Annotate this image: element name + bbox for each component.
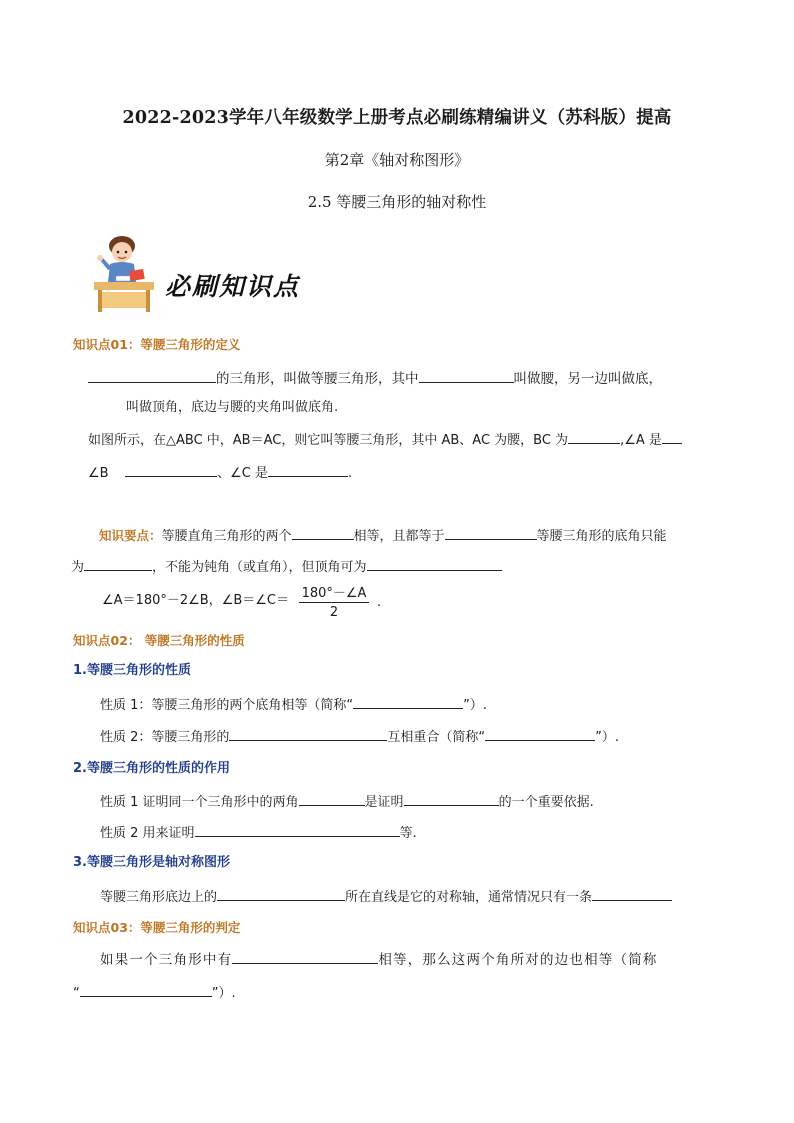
formula-end: . <box>377 595 382 610</box>
blank[interactable] <box>445 525 537 540</box>
tip-line2 <box>71 556 502 578</box>
text: 性质 2：等腰三角形的 <box>100 730 230 745</box>
usage-2 <box>100 822 417 844</box>
kp1-line1 <box>88 368 662 389</box>
blank[interactable] <box>292 525 354 540</box>
property-2 <box>100 726 619 748</box>
blank[interactable] <box>662 429 682 444</box>
text: 如图所示，在△ABC 中，AB＝AC，则它叫等腰三角形，其中 AB、AC 为腰，BC 为 <box>88 433 569 448</box>
text: 是证明 <box>364 795 404 810</box>
text: ”）. <box>463 698 488 713</box>
blank[interactable] <box>217 886 345 901</box>
kp3-line1 <box>100 949 658 970</box>
blank[interactable] <box>299 791 365 806</box>
blank[interactable] <box>88 368 216 383</box>
tip-label: 知识要点： <box>99 528 162 543</box>
text: “ <box>73 986 80 1001</box>
text: 如果一个三角形中有 <box>100 952 233 968</box>
usage-1 <box>100 791 594 813</box>
blank[interactable] <box>419 368 514 383</box>
text: . <box>347 466 353 481</box>
fraction-denominator: 2 <box>329 605 339 620</box>
blank[interactable] <box>195 822 400 837</box>
text: ∠B <box>88 466 109 481</box>
kp2-heading: 知识点02： 等腰三角形的性质 <box>73 633 245 648</box>
kp1-line2: 叫做顶角，底边与腰的夹角叫做底角. <box>126 400 339 415</box>
text: 所在直线是它的对称轴，通常情况只有一条 <box>345 890 593 905</box>
text: ,∠A 是 <box>620 433 662 448</box>
section-title: 2.5 等腰三角形的轴对称性 <box>307 193 487 211</box>
text: 相等，且都等于 <box>353 529 445 544</box>
text: 互相重合（简称“ <box>387 730 486 745</box>
blank[interactable] <box>592 886 672 901</box>
kp2-sub2: 2.等腰三角形的性质的作用 <box>73 761 230 776</box>
blank[interactable] <box>353 694 463 709</box>
kp1-line4 <box>88 462 352 484</box>
fraction-numerator: 180°－∠A <box>299 582 369 603</box>
text: 叫做腰，另一边叫做底， <box>513 371 662 387</box>
blank[interactable] <box>125 462 217 477</box>
blank[interactable] <box>568 429 620 444</box>
tip-line1 <box>99 525 667 547</box>
blank[interactable] <box>232 949 378 964</box>
kp3-heading: 知识点03：等腰三角形的判定 <box>73 920 241 935</box>
blank[interactable] <box>268 462 348 477</box>
student-desk-illustration <box>90 230 170 314</box>
tip-formula: ∠A＝180°－2∠B，∠B＝∠C＝ <box>102 593 290 608</box>
blank[interactable] <box>229 726 387 741</box>
must-know-banner: 必刷知识点 <box>165 272 301 301</box>
kp3-line2 <box>73 982 236 1004</box>
text: 性质 2 用来证明 <box>100 826 195 841</box>
document-title: 2022-2023学年八年级数学上册考点必刷练精编讲义（苏科版）提高 <box>122 108 672 128</box>
blank[interactable] <box>84 556 152 571</box>
property-1 <box>100 694 487 716</box>
axis-line <box>100 886 672 908</box>
chapter-title: 第2章《轴对称图形》 <box>324 151 470 169</box>
text: 等腰三角形的底角只能 <box>536 529 667 544</box>
kp1-line3 <box>88 429 682 451</box>
text: ”）. <box>211 986 236 1001</box>
blank[interactable] <box>485 726 595 741</box>
kp1-heading: 知识点01：等腰三角形的定义 <box>73 337 241 352</box>
blank[interactable] <box>80 982 212 997</box>
text: 的一个重要依据. <box>498 795 594 810</box>
blank[interactable] <box>404 791 499 806</box>
text: 性质 1 证明同一个三角形中的两角 <box>100 795 299 810</box>
text: ，不能为钝角（或直角），但顶角可为 <box>152 560 367 575</box>
kp2-sub1: 1.等腰三角形的性质 <box>73 663 191 678</box>
text: 为 <box>71 560 85 575</box>
text: ”）. <box>595 730 620 745</box>
formula-fraction <box>299 582 369 620</box>
text: 性质 1：等腰三角形的两个底角相等（简称“ <box>100 698 354 713</box>
kp2-sub3: 3.等腰三角形是轴对称图形 <box>73 855 230 870</box>
text: 的三角形，叫做等腰三角形，其中 <box>216 371 419 387</box>
text: 等腰直角三角形的两个 <box>161 529 292 544</box>
text: 相等，那么这两个角所对的边也相等（简称 <box>378 952 658 968</box>
text: 等. <box>399 826 417 841</box>
blank[interactable] <box>367 556 502 571</box>
text: 等腰三角形底边上的 <box>100 890 218 905</box>
text: 、∠C 是 <box>217 466 268 481</box>
